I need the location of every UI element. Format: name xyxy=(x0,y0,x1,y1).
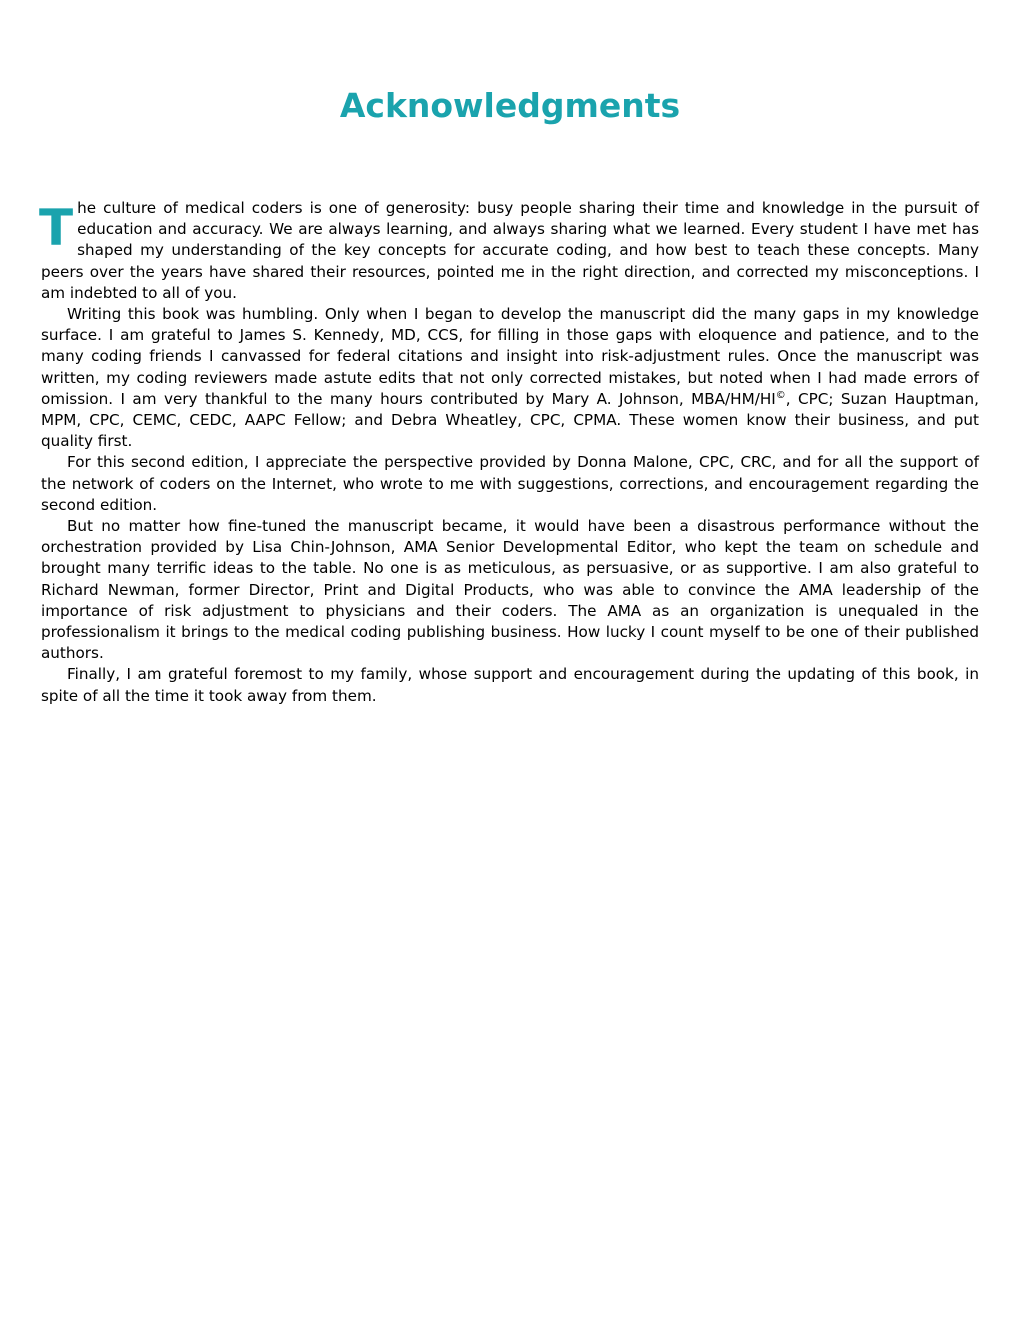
paragraph-1-text: he culture of medical coders is one of generosity: busy people sharing their time and knowledge in the pursuit of education and accuracy. We are always learning, and always sharing what we learned. Every student I have met has shaped my understanding of the key concepts for accurate coding, and how best to teach these concepts. Many peers over the years have shared their resources, pointed me in the right direction, and corrected my misconceptions. I am indebted to all of you. xyxy=(41,199,979,302)
paragraph-2 xyxy=(41,304,979,452)
acknowledgments-body xyxy=(41,198,979,707)
copyright-superscript: © xyxy=(775,389,786,401)
paragraph-3: For this second edition, I appreciate the perspective provided by Donna Malone, CPC, CRC, and for all the support of the network of coders on the Internet, who wrote to me with suggestions, corrections, and encouragement regarding the second edition. xyxy=(41,453,979,514)
page-title: Acknowledgments xyxy=(339,86,681,125)
paragraph-5: Finally, I am grateful foremost to my family, whose support and encouragement during the updating of this book, in spite of all the time it took away from them. xyxy=(41,665,979,705)
paragraph-1 xyxy=(41,198,979,304)
drop-cap: T xyxy=(39,199,74,257)
paragraph-2-text-a: Writing this book was humbling. Only when I began to develop the manuscript did the many gaps in my knowledge surface. I am grateful to James S. Kennedy, MD, CCS, for filling in those gaps with eloquence and patience, and to the many coding friends I canvassed for federal citations and insight into risk-adjustment rules. Once the manuscript was written, my coding reviewers made astute edits that not only corrected mistakes, but noted when I had made errors of omission. I am very thankful to the many hours contributed by Mary A. Johnson, MBA/HM/HI xyxy=(41,305,979,408)
paragraph-4: But no matter how fine-tuned the manuscript became, it would have been a disastrous performance without the orchestration provided by Lisa Chin-Johnson, AMA Senior Developmental Editor, who kept the team on schedule and brought many terrific ideas to the table. No one is as meticulous, as persuasive, or as supportive. I am also grateful to Richard Newman, former Director, Print and Digital Products, who was able to convince the AMA leadership of the importance of risk adjustment to physicians and their coders. The AMA as an organization is unequaled in the professionalism it brings to the medical coding publishing business. How lucky I count myself to be one of their published authors. xyxy=(41,517,979,663)
paragraph-2-text-b: , CPC; Suzan Hauptman, MPM, CPC, CEMC, CEDC, AAPC Fellow; and Debra Wheatley, CPC, CPMA. These women know their business, and put quality first. xyxy=(41,389,979,451)
